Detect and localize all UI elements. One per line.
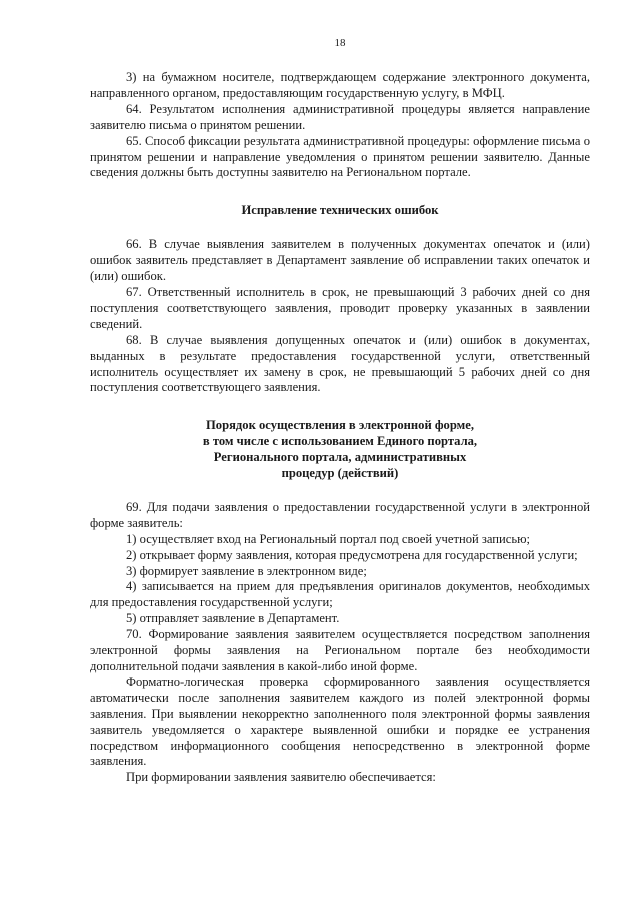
paragraph-69-submission: 69. Для подачи заявления о предоставлении государственной услуги в электронной форме заявитель: (90, 499, 590, 530)
heading-line: Исправление технических ошибок (241, 203, 439, 218)
paragraph-66-error-claim: 66. В случае выявления заявителем в полученных документах опечаток и (или) ошибок заявитель представляет в Департамент заявление об исправлении таких опечаток и (или) ошибок. (90, 237, 590, 284)
paragraph-64-result: 64. Результатом исполнения административной процедуры является направление заявителю письма о принятом решении. (90, 101, 590, 132)
page-number: 18 (334, 37, 346, 49)
section-heading-technical-errors (90, 203, 590, 219)
heading-line: процедур (действий) (281, 466, 399, 481)
paragraph-65-fixation-method: 65. Способ фиксации результата административной процедуры: оформление письма о принятом решении и направление уведомления о принятом решении заявителю. Данные сведения должны быть доступны заявителю на Региональном портале. (90, 133, 590, 180)
list-item-5-send: 5) отправляет заявление в Департамент. (126, 611, 340, 626)
section-heading-electronic-procedures (90, 418, 590, 482)
heading-line: в том числе с использованием Единого портала, (202, 434, 478, 449)
list-item-4-appointment: 4) записывается на прием для предъявления оригиналов документов, необходимых для предоставления государственной услуги; (90, 579, 590, 610)
heading-line: Регионального портала, административных (213, 450, 467, 465)
paragraph-68-replacement: 68. В случае выявления допущенных опечаток и (или) ошибок в документах, выданных в результате предоставления государственной услуги, ответственный исполнитель осуществляет их замену в срок, не превышающий 5 рабочих дней со дня поступления соответствующего заявления. (90, 332, 590, 395)
paragraph-format-check: Форматно-логическая проверка сформированного заявления осуществляется автоматически после заполнения заявителем каждого из полей электронной формы заявления. При выявлении некорректно заполненного поля электронной формы заявления заявитель уведомляется о характере выявленной ошибки и порядке ее устранения посредством информационного сообщения непосредственно в электронной форме заявления. (90, 674, 590, 769)
list-item-3-compose: 3) формирует заявление в электронном виде; (126, 563, 367, 578)
paragraph-item-3-paper-carrier: 3) на бумажном носителе, подтверждающем содержание электронного документа, направленного органом, предоставляющим государственную услугу, в МФЦ. (90, 70, 590, 100)
list-item-1-login: 1) осуществляет вход на Региональный портал под своей учетной записью; (126, 531, 531, 546)
paragraph-provided-on-forming: При формировании заявления заявителю обеспечивается: (126, 770, 436, 785)
heading-line: Порядок осуществления в электронной форме, (206, 418, 474, 433)
paragraph-70-form-filling: 70. Формирование заявления заявителем осуществляется посредством заполнения электронной формы заявления на Региональном портале без необходимости дополнительной подачи заявления в какой-либо иной форме. (90, 627, 590, 673)
paragraph-67-verification: 67. Ответственный исполнитель в срок, не превышающий 3 рабочих дней со дня поступления соответствующего заявления, проводит проверку указанных в заявлении сведений. (90, 284, 590, 331)
list-item-2-open-form: 2) открывает форму заявления, которая предусмотрена для государственной услуги; (126, 547, 578, 562)
